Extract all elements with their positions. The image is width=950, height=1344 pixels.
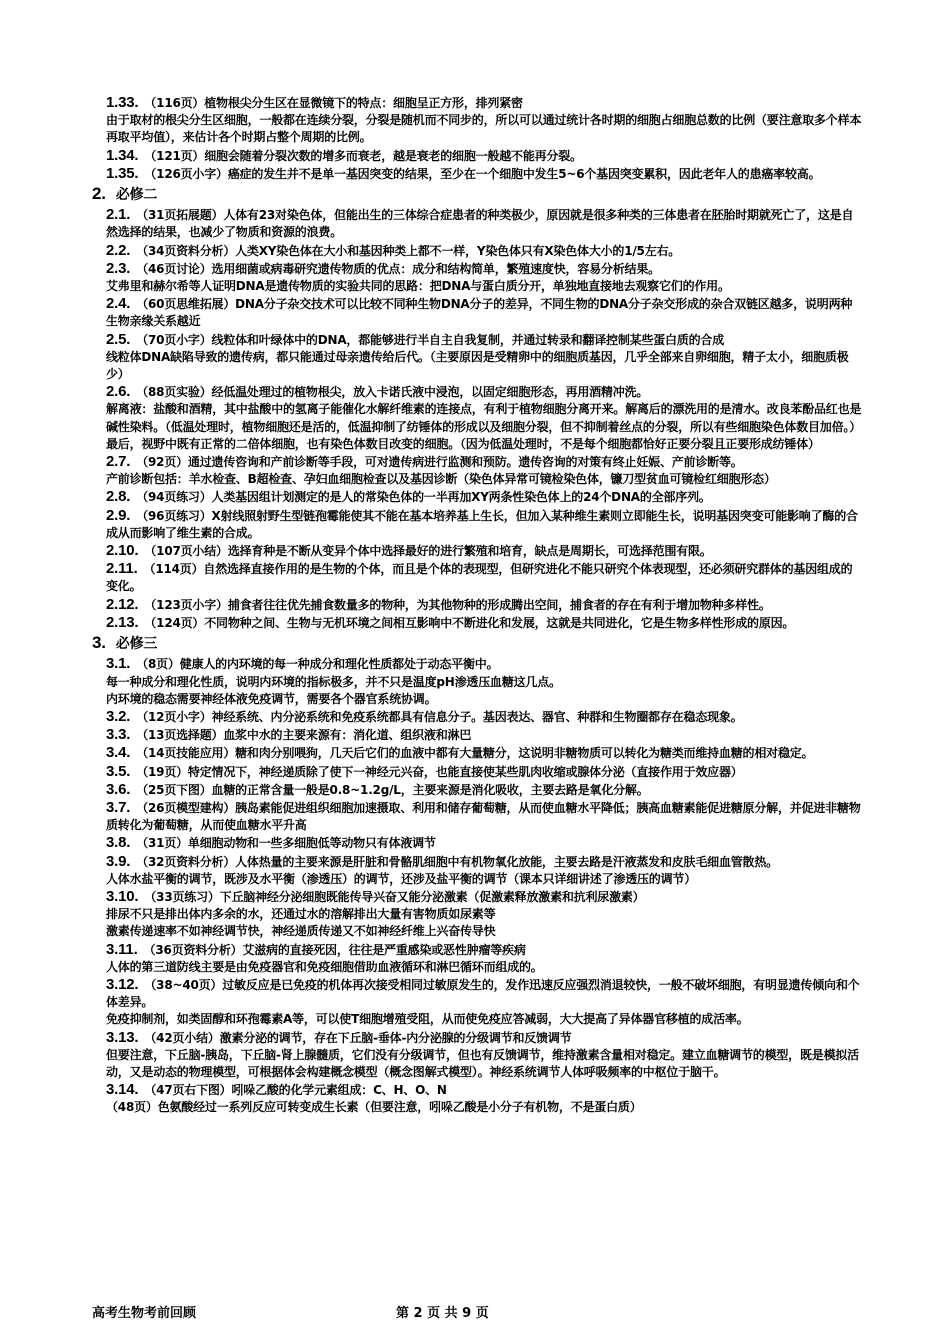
numbered-paragraph bbox=[106, 488, 862, 506]
continuation-paragraph bbox=[106, 401, 862, 435]
paragraph-text: 人体水盐平衡的调节，既涉及水平衡（渗透压）的调节，还涉及盐平衡的调节（课本只详细讲述了渗透压的调节） bbox=[106, 871, 697, 886]
numbered-paragraph bbox=[106, 260, 862, 278]
paragraph-text: 内环境的稳态需要神经体液免疫调节，需要各个器官系统协调。 bbox=[106, 691, 437, 706]
paragraph-text: （70页小字）线粒体和叶绿体中的DNA，都能够进行半自主自我复制，并通过转录和翻译控制某些蛋白质的合成 bbox=[136, 332, 725, 347]
item-number: 3.1. bbox=[106, 655, 131, 673]
continuation-paragraph bbox=[106, 871, 862, 888]
section-heading bbox=[92, 634, 862, 653]
item-number: 3.8. bbox=[106, 834, 131, 852]
paragraph-text: （96页练习）X射线照射野生型链孢霉能使其不能在基本培养基上生长，但加入某种维生素则立即能生长，说明基因突变可能影响了酶的合成从而影响了维生素的合成。 bbox=[106, 508, 858, 540]
item-number: 2.9. bbox=[106, 506, 131, 524]
paragraph-text: 解离液：盐酸和酒精，其中盐酸中的氢离子能催化水解纤维素的连接点，有利于植物细胞分离开来。解离后的漂洗用的是清水。改良苯酚品红也是碱性染料。（低温处理时，植物细胞还是活的，低温抑制了纺锤体的形成以及细胞分裂，但不抑制着丝点的分裂，所以有些细胞染色体数目加倍。） bbox=[106, 402, 862, 434]
paragraph-text: （88页实验）经低温处理过的植物根尖，放入卡诺氏液中浸泡，以固定细胞形态，再用酒精冲洗。 bbox=[136, 385, 649, 400]
item-number: 2.13. bbox=[106, 613, 139, 631]
item-number: 2.10. bbox=[106, 542, 139, 560]
paragraph-text: 人体的第三道防线主要是由免疫器官和免疫细胞借助血液循环和淋巴循环而组成的。 bbox=[106, 959, 543, 974]
paragraph-text: （107页小结）选择育种是不断从变异个体中选择最好的进行繁殖和培育，缺点是周期长，可选择范围有限。 bbox=[144, 544, 712, 559]
paragraph-text: （60页思维拓展）DNA分子杂交技术可以比较不同种生物DNA分子的差异，不同生物的DNA分子杂交形成的杂合双链区越多，说明两种生物亲缘关系越近 bbox=[106, 297, 853, 329]
continuation-paragraph bbox=[106, 1047, 862, 1081]
continuation-paragraph bbox=[106, 959, 862, 976]
paragraph-text: （26页模型建构）胰岛素能促进组织细胞加速摄取、利用和储存葡萄糖，从而使血糖水平降低；胰高血糖素能促进糖原分解，并促进非糖物质转化为葡萄糖，从而使血糖水平升高 bbox=[106, 800, 861, 833]
page-number: 第 2 页 共 9 页 bbox=[396, 1306, 489, 1321]
section-heading bbox=[92, 185, 862, 204]
item-number: 3.13. bbox=[106, 1028, 139, 1046]
paragraph-text: （123页小字）捕食者往往优先捕食数量多的物种，为其他物种的形成腾出空间，捕食者的存在有利于增加物种多样性。 bbox=[144, 597, 771, 612]
item-number: 3.14. bbox=[106, 1081, 139, 1099]
paragraph-text: （25页下图）血糖的正常含量一般是0.8~1.2g/L，主要来源是消化吸收，主要去路是氧化分解。 bbox=[136, 782, 649, 797]
paragraph-text: （14页技能应用）糖和肉分别喂狗，几天后它们的血液中都有大量糖分，这说明非糖物质可以转化为糖类而维持血糖的相对稳定。 bbox=[136, 746, 814, 761]
continuation-paragraph bbox=[106, 349, 862, 383]
paragraph-text: 排尿不只是排出体内多余的水，还通过水的溶解排出大量有害物质如尿素等 bbox=[106, 907, 496, 922]
item-number: 2.1. bbox=[106, 206, 131, 224]
item-number: 3.11. bbox=[106, 940, 138, 958]
item-number: 2.3. bbox=[106, 259, 131, 277]
paragraph-text: 免疫抑制剂，如类固醇和环孢霉素A等，可以使T细胞增殖受阻，从而使免疫应答减弱，大大提高了异体器官移植的成活率。 bbox=[106, 1012, 749, 1027]
continuation-paragraph bbox=[106, 1011, 862, 1028]
paragraph-text: （13页选择题）血浆中水的主要来源有：消化道、组织液和淋巴 bbox=[136, 728, 472, 743]
item-number: 3.7. bbox=[106, 798, 131, 816]
numbered-paragraph bbox=[106, 763, 862, 781]
numbered-paragraph bbox=[106, 834, 862, 852]
continuation-paragraph bbox=[106, 278, 862, 295]
paragraph-text: （32页资料分析）人体热量的主要来源是肝脏和骨骼肌细胞中有机物氧化放能，主要去路是汗液蒸发和皮肤毛细血管散热。 bbox=[136, 854, 778, 869]
paragraph-text: （94页练习）人类基因组计划测定的是人的常染色体的一半再加XY两条性染色体上的24个DNA的全部序列。 bbox=[136, 490, 711, 505]
page-footer bbox=[92, 1302, 872, 1322]
item-number: 3.12. bbox=[106, 975, 139, 993]
item-number: 3.6. bbox=[106, 780, 131, 798]
paragraph-text: （116页）植物根尖分生区在显微镜下的特点：细胞呈正方形，排列紧密 bbox=[144, 96, 523, 110]
item-number: 3.2. bbox=[106, 707, 131, 725]
page-content bbox=[92, 94, 862, 1117]
paragraph-text: 最后，视野中既有正常的二倍体细胞，也有染色体数目改变的细胞。（因为低温处理时，不是每个细胞都恰好正要分裂且正要形成纺锤体） bbox=[106, 436, 820, 451]
numbered-paragraph bbox=[106, 383, 862, 401]
paragraph-text: （34页资料分析）人类XY染色体在大小和基因种类上都不一样，Y染色体只有X染色体大小的1/5左右。 bbox=[136, 243, 681, 258]
numbered-paragraph bbox=[106, 888, 862, 906]
continuation-paragraph bbox=[106, 112, 862, 146]
item-number: 2.12. bbox=[106, 595, 139, 613]
numbered-paragraph bbox=[106, 331, 862, 349]
paragraph-text: 艾弗里和赫尔希等人证明DNA是遗传物质的实验共同的思路：把DNA与蛋白质分开，单独地直接地去观察它们的作用。 bbox=[106, 279, 730, 294]
item-number: 2.4. bbox=[106, 295, 131, 313]
paragraph-text: （12页小字）神经系统、内分泌系统和免疫系统都具有信息分子。基因表达、器官、种群和生物圈都存在稳态现象。 bbox=[136, 709, 743, 724]
continuation-paragraph bbox=[106, 1099, 862, 1116]
section-title: 必修二 bbox=[115, 187, 158, 204]
paragraph-text: 激素传递速率不如神经调节快，神经递质传递又不如神经纤维上兴奋传导快 bbox=[106, 924, 496, 939]
numbered-paragraph bbox=[106, 799, 862, 834]
item-number: 3.10. bbox=[106, 887, 139, 905]
item-number: 3.4. bbox=[106, 744, 131, 762]
numbered-paragraph bbox=[106, 560, 862, 595]
paragraph-text: （8页）健康人的内环境的每一种成分和理化性质都处于动态平衡中。 bbox=[136, 657, 499, 672]
numbered-paragraph bbox=[106, 853, 862, 871]
section-title: 必修三 bbox=[115, 636, 158, 653]
item-number: 2.6. bbox=[106, 383, 131, 401]
numbered-paragraph bbox=[106, 655, 862, 673]
numbered-paragraph bbox=[106, 94, 862, 112]
continuation-paragraph bbox=[106, 674, 862, 691]
numbered-paragraph bbox=[106, 1081, 862, 1099]
numbered-paragraph bbox=[106, 165, 862, 183]
numbered-paragraph bbox=[106, 295, 862, 330]
item-number: 3.5. bbox=[106, 762, 131, 780]
item-number: 2.2. bbox=[106, 241, 131, 259]
item-number: 3.9. bbox=[106, 852, 131, 870]
paragraph-text: （42页小结）激素分泌的调节，存在下丘脑-垂体-内分泌腺的分级调节和反馈调节 bbox=[144, 1030, 572, 1045]
paragraph-text: 每一种成分和理化性质，说明内环境的指标极多，并不只是温度pH渗透压血糖这几点。 bbox=[106, 674, 561, 689]
paragraph-text: （121页）细胞会随着分裂次数的增多而衰老，越是衰老的细胞一般越不能再分裂。 bbox=[144, 148, 582, 163]
numbered-paragraph bbox=[106, 744, 862, 762]
item-number: 1.34. bbox=[106, 146, 139, 164]
numbered-paragraph bbox=[106, 976, 862, 1011]
paragraph-text: （19页）特定情况下，神经递质除了使下一神经元兴奋，也能直接使某些肌肉收缩或腺体分泌（直接作用于效应器） bbox=[136, 764, 743, 779]
paragraph-text: （124页）不同物种之间、生物与无机环境之间相互影响中不断进化和发展，这就是共同进化，它是生物多样性形成的原因。 bbox=[144, 615, 795, 630]
paragraph-text: （33页练习）下丘脑神经分泌细胞既能传导兴奋又能分泌激素（促激素释放激素和抗利尿激素） bbox=[144, 889, 645, 904]
continuation-paragraph bbox=[106, 471, 862, 488]
paragraph-text: （36页资料分析）艾滋病的直接死因，往往是严重感染或恶性肿瘤等疾病 bbox=[143, 942, 526, 957]
numbered-paragraph bbox=[106, 147, 862, 165]
footer-title: 高考生物考前回顾 bbox=[92, 1306, 197, 1321]
paragraph-text: （48页）色氨酸经过一系列反应可转变成生长素（但要注意，吲哚乙酸是小分子有机物，不是蛋白质） bbox=[106, 1100, 642, 1115]
item-number: 2.7. bbox=[106, 453, 131, 471]
continuation-paragraph bbox=[106, 906, 862, 923]
numbered-paragraph bbox=[106, 941, 862, 959]
numbered-paragraph bbox=[106, 542, 862, 560]
numbered-paragraph bbox=[106, 614, 862, 632]
numbered-paragraph bbox=[106, 507, 862, 542]
numbered-paragraph bbox=[106, 1029, 862, 1047]
paragraph-text: （38~40页）过敏反应是已免疫的机体再次接受相同过敏原发生的，发作迅速反应强烈消退较快，一般不破坏细胞，有明显遗传倾向和个体差异。 bbox=[106, 977, 860, 1010]
item-number: 1.33. bbox=[106, 94, 139, 111]
paragraph-text: （46页讨论）选用细菌或病毒研究遗传物质的优点：成分和结构简单，繁殖速度快，容易分析结果。 bbox=[136, 261, 660, 276]
section-number: 3. bbox=[92, 633, 106, 653]
paragraph-text: 由于取材的根尖分生区细胞，一般都在连续分裂，分裂是随机而不同步的，所以可以通过统计各时期的细胞占细胞总数的比例（要注意取多个样本再取平均值），来估计各个时期占整个周期的比例。 bbox=[106, 113, 862, 145]
continuation-paragraph bbox=[106, 923, 862, 940]
paragraph-text: （126页小字）癌症的发生并不是单一基因突变的结果，至少在一个细胞中发生5~6个基因突变累积，因此老年人的患癌率较高。 bbox=[144, 166, 821, 181]
numbered-paragraph bbox=[106, 726, 862, 744]
item-number: 1.35. bbox=[106, 164, 139, 182]
numbered-paragraph bbox=[106, 781, 862, 799]
paragraph-text: （31页）单细胞动物和一些多细胞低等动物只有体液调节 bbox=[136, 836, 436, 851]
item-number: 2.5. bbox=[106, 330, 131, 348]
item-number: 2.11. bbox=[106, 560, 138, 578]
paragraph-text: 线粒体DNA缺陷导致的遗传病，都只能通过母亲遗传给后代。（主要原因是受精卵中的细胞质基因，几乎全部来自卵细胞，精子太小，细胞质极少） bbox=[106, 349, 849, 382]
numbered-paragraph bbox=[106, 708, 862, 726]
paragraph-text: 产前诊断包括：羊水检查、B超检查、孕妇血细胞检查以及基因诊断（染色体异常可镜检染色体，镰刀型贫血可镜检红细胞形态） bbox=[106, 472, 776, 487]
paragraph-text: （47页右下图）吲哚乙酸的化学元素组成：C、H、O、N bbox=[144, 1083, 447, 1098]
item-number: 2.8. bbox=[106, 488, 131, 506]
paragraph-text: 但要注意，下丘脑-胰岛，下丘脑-肾上腺髓质，它们没有分级调节，但也有反馈调节，维持激素含量相对稳定。建立血糖调节的模型，既是模拟活动，又是动态的物理模型，可根据体会构建概念模型（概念图解式模型）。神经系统调节人体呼吸频率的中枢位于脑干。 bbox=[106, 1047, 859, 1079]
paragraph-text: （31页拓展题）人体有23对染色体，但能出生的三体综合症患者的种类极少，原因就是很多种类的三体患者在胚胎时期就死亡了，这是自然选择的结果，也减少了物质和资源的浪费。 bbox=[106, 208, 854, 240]
paragraph-text: （92页）通过遗传咨询和产前诊断等手段，可对遗传病进行监测和预防。遗传咨询的对策有终止妊娠、产前诊断等。 bbox=[136, 455, 743, 470]
continuation-paragraph bbox=[106, 691, 862, 708]
continuation-paragraph bbox=[106, 436, 862, 453]
numbered-paragraph bbox=[106, 453, 862, 471]
numbered-paragraph bbox=[106, 242, 862, 260]
numbered-paragraph bbox=[106, 596, 862, 614]
paragraph-text: （114页）自然选择直接作用的是生物的个体，而且是个体的表现型，但研究进化不能只研究个体表现型，还必须研究群体的基因组成的变化。 bbox=[106, 562, 853, 594]
section-number: 2. bbox=[92, 184, 106, 204]
numbered-paragraph bbox=[106, 206, 862, 241]
item-number: 3.3. bbox=[106, 726, 131, 744]
